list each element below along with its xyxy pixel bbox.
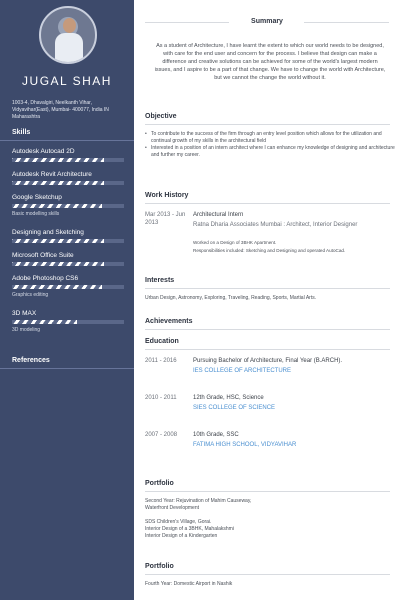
interests-heading: Interests bbox=[145, 277, 175, 284]
skill-item bbox=[12, 252, 124, 266]
avatar bbox=[39, 6, 97, 64]
skill-item bbox=[12, 171, 124, 185]
skill-label: Microsoft Office Suite bbox=[12, 252, 74, 259]
interests-text: Urban Design, Astronomy, Exploring, Traveling, Reading, Sports, Martial Arts. bbox=[145, 295, 317, 301]
work-history-heading: Work History bbox=[145, 192, 189, 199]
skill-bar bbox=[12, 239, 124, 243]
skill-bar-fill bbox=[12, 320, 77, 324]
portfolio-heading: Portfolio bbox=[145, 563, 174, 570]
skill-bar-fill bbox=[12, 158, 104, 162]
skill-label: Google Sketchup bbox=[12, 194, 62, 201]
skill-label: Designing and Sketching bbox=[12, 229, 84, 236]
skill-label: Autodesk Autocad 2D bbox=[12, 148, 75, 155]
education-rule bbox=[145, 349, 390, 350]
objective-list bbox=[145, 131, 395, 159]
objective-heading: Objective bbox=[145, 113, 177, 120]
education-dates: 2011 - 2016 bbox=[145, 358, 177, 364]
skill-bar-fill bbox=[12, 285, 102, 289]
portfolio-line: Second Year: Rejuvination of Mahim Causeway, bbox=[145, 498, 252, 504]
skill-item bbox=[12, 229, 124, 243]
portfolio-heading: Portfolio bbox=[145, 480, 174, 487]
skill-note: 3D modeling bbox=[12, 327, 41, 333]
main-content bbox=[134, 0, 400, 600]
skill-note: Graphics editing bbox=[12, 292, 49, 298]
skill-bar-fill bbox=[12, 239, 104, 243]
education-school: FATIMA HIGH SCHOOL, VIDYAVIHAR bbox=[193, 442, 297, 448]
candidate-name: JUGAL SHAH bbox=[22, 74, 112, 88]
skills-divider bbox=[0, 140, 134, 141]
skill-bar bbox=[12, 262, 124, 266]
education-heading: Education bbox=[145, 338, 179, 345]
candidate-address: 1003-4, Dhavalgiri, Neelkanth Vihar, Vidyavihar(East), Mumbai- 400077, India IN Maharashtra bbox=[12, 100, 109, 120]
skill-item bbox=[12, 194, 124, 217]
education-title: Pursuing Bachelor of Architecture, Final Year (B.ARCH). bbox=[193, 358, 343, 364]
portfolio-line: Interior Design of a 3BHK, Mahalakshmi bbox=[145, 526, 234, 532]
references-divider bbox=[0, 368, 134, 369]
skill-bar bbox=[12, 285, 124, 289]
portfolio-line: Interior Design of a Kindergarten bbox=[145, 533, 218, 539]
education-school: SIES COLLEGE OF SCIENCE bbox=[193, 405, 276, 411]
education-school: IES COLLEGE OF ARCHITECTURE bbox=[193, 368, 292, 374]
skill-bar-fill bbox=[12, 181, 104, 185]
portfolio-line: Waterfront Development bbox=[145, 505, 200, 511]
skill-item bbox=[12, 275, 124, 298]
summary-text: As a student of Architecture, I have learnt the extent to which our world needs to be designed, with care for the end user and concern for the process. I believe that design can make a difference and creative solutions can be achieved for some of the world's largest modern issues, and I aspire to be a part of that change. We have to change the world with Architecture, but we cannot the change the world without it. bbox=[154, 43, 386, 81]
work-company: Ratna Dharia Associates Mumbai : Architect, Interior Designer bbox=[193, 222, 358, 228]
skill-note: Basic modelling skills bbox=[12, 211, 60, 217]
sidebar bbox=[0, 0, 134, 600]
education-title: 12th Grade, HSC, Science bbox=[193, 395, 264, 401]
portfolio-line: SDS Children's Village, Gorai. bbox=[145, 519, 212, 525]
achievements-heading: Achievements bbox=[145, 318, 193, 325]
skill-label: Adobe Photoshop CS6 bbox=[12, 275, 79, 282]
skill-item bbox=[12, 148, 124, 162]
skill-bar bbox=[12, 204, 124, 208]
summary-rule-right bbox=[304, 22, 389, 23]
avatar-body bbox=[55, 33, 83, 64]
education-title: 10th Grade, SSC bbox=[193, 432, 239, 438]
work-title: Architectural Intern bbox=[193, 212, 244, 218]
summary-heading: Summary bbox=[251, 18, 283, 25]
work-dates: Mar 2013 - Jun 2013 bbox=[145, 212, 186, 226]
interests-rule bbox=[145, 288, 390, 289]
skill-label: Autodesk Revit Architecture bbox=[12, 171, 92, 178]
references-heading: References bbox=[12, 357, 50, 364]
skill-bar-fill bbox=[12, 204, 102, 208]
work-history-rule bbox=[145, 203, 390, 204]
portfolio-rule bbox=[145, 491, 390, 492]
portfolio-line: Fourth Year: Domestic Airport in Nashik bbox=[145, 581, 233, 587]
education-dates: 2010 - 2011 bbox=[145, 395, 177, 401]
skill-item bbox=[12, 310, 124, 333]
skill-label: 3D MAX bbox=[12, 310, 37, 317]
avatar-head bbox=[63, 18, 76, 33]
skill-bar bbox=[12, 158, 124, 162]
skill-bar-fill bbox=[12, 262, 104, 266]
work-detail: Responsibilities included: Sketching and Designing and operated AutoCad. bbox=[193, 248, 346, 253]
skills-heading: Skills bbox=[12, 129, 31, 136]
objective-item: • Interested in a position of an intern architect where I can enhance my knowledge of designing and architecture and further my career. bbox=[145, 145, 395, 159]
skill-bar bbox=[12, 320, 124, 324]
achievements-rule bbox=[145, 329, 390, 330]
objective-item: • To contribute to the success of the firm through an entry level position which allows for the utilization and continual growth of my skills in the architectural field bbox=[145, 131, 395, 145]
work-detail: Worked on a Design of 3BHK Apartment. bbox=[193, 240, 277, 245]
objective-rule bbox=[145, 124, 390, 125]
portfolio-rule bbox=[145, 574, 390, 575]
skill-bar bbox=[12, 181, 124, 185]
education-dates: 2007 - 2008 bbox=[145, 432, 178, 438]
